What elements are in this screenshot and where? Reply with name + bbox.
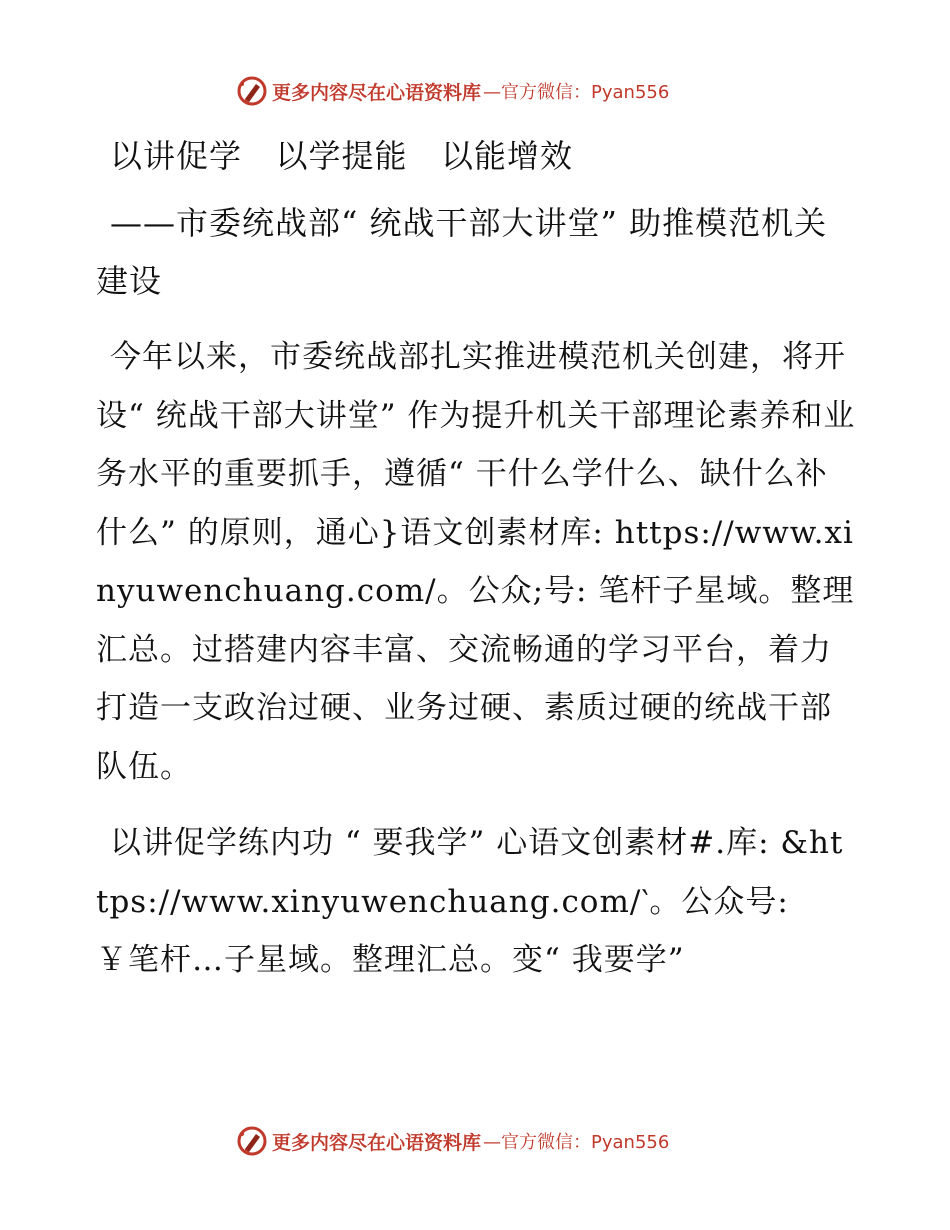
- watermark-header: [236, 74, 669, 108]
- document-body: [96, 120, 856, 990]
- pen-logo-icon: [236, 1125, 268, 1157]
- watermark-sub-text: —官方微信：Pyan556: [483, 82, 670, 103]
- paragraph-1: 今年以来，市委统战部扎实推进模范机关创建，将开设“ 统战干部大讲堂” 作为提升机关干部理论素养和业务水平的重要抓手，遵循“ 干什么学什么、缺什么补什么” 的原则，通心}语文创素材库: https://www.xinyuwenchuang.com/。公众;号: 笔杆子星域。整理汇总。过搭建内容丰富、交流畅通的学习平台，着力打造一支政治过硬、业务过硬、素质过硬的统战干部队伍。: [96, 339, 856, 785]
- paragraph-2: 以讲促学练内功 “ 要我学” 心语文创素材#.库: &https://www.xinyuwenchuang.com/‵。公众号: ￥笔杆…子星域。整理汇总。变“ 我要学”: [96, 825, 844, 978]
- watermark-main-text: 更多内容尽在心语资料库: [272, 1131, 482, 1154]
- watermark-sub-text: —官方微信：Pyan556: [483, 1132, 670, 1153]
- watermark-footer: [236, 1124, 669, 1158]
- document-subtitle: ——市委统战部“ 统战干部大讲堂” 助推模范机关建设: [96, 204, 828, 300]
- document-title: 以讲促学 以学提能 以能增效: [110, 137, 574, 175]
- watermark-main-text: 更多内容尽在心语资料库: [272, 81, 482, 104]
- pen-logo-icon: [236, 75, 268, 107]
